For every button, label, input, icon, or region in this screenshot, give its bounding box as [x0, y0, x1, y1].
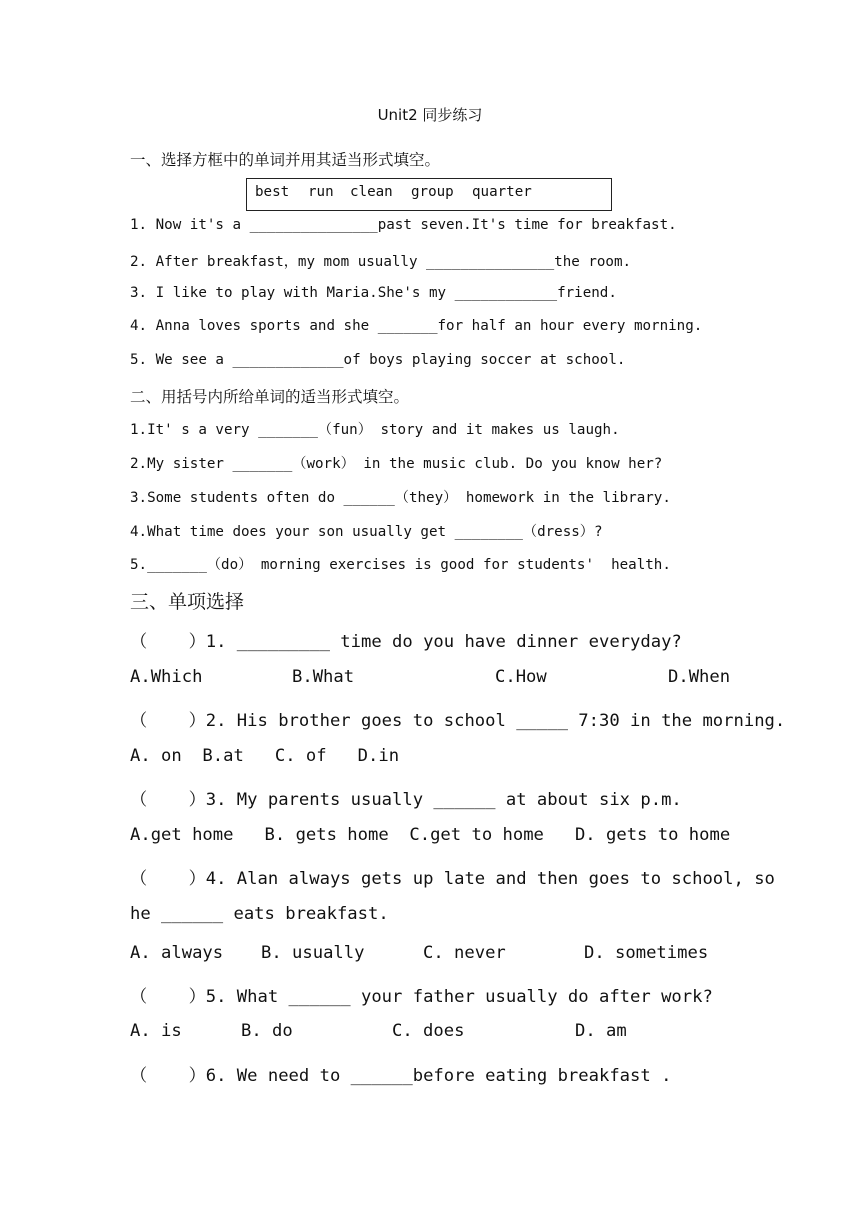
- question-5: （ ）5. What ______ your father usually do after work?: [130, 987, 713, 1007]
- section1-item: 4. Anna loves sports and she _______for half an hour every morning.: [130, 318, 703, 334]
- section2-heading: 二、用括号内所给单词的适当形式填空。: [130, 388, 410, 406]
- q3-options: A.get home B. gets home C.get to home D. gets to home: [130, 825, 731, 845]
- q1-option-d: D.When: [668, 667, 731, 687]
- word-box-item: run: [308, 184, 334, 200]
- q4-option-a: A. always: [130, 943, 224, 963]
- section3-heading: 三、单项选择: [130, 591, 245, 613]
- section1-item: 3. I like to play with Maria.She's my ____________friend.: [130, 285, 617, 301]
- section1-item: 1. Now it's a _______________past seven.It's time for breakfast.: [130, 217, 677, 233]
- question-6: （ ）6. We need to ______before eating breakfast .: [130, 1066, 672, 1086]
- section1-heading: 一、选择方框中的单词并用其适当形式填空。: [130, 151, 441, 169]
- q2-options: A. on B.at C. of D.in: [130, 746, 400, 766]
- section2-item: 2.My sister _______（work） in the music club. Do you know her?: [130, 456, 663, 472]
- section2-item: 3.Some students often do ______（they） homework in the library.: [130, 490, 671, 506]
- word-box-item: clean: [350, 184, 393, 200]
- word-box-item: group: [411, 184, 454, 200]
- q1-option-a: A.Which: [130, 667, 203, 687]
- section2-item: 1.It' s a very _______（fun） story and it makes us laugh.: [130, 422, 620, 438]
- q1-option-c: C.How: [495, 667, 547, 687]
- question-4-continued: he ______ eats breakfast.: [130, 904, 389, 924]
- q4-option-b: B. usually: [261, 943, 365, 963]
- word-box-item: quarter: [472, 184, 532, 200]
- q4-option-c: C. never: [423, 943, 506, 963]
- q5-option-c: C. does: [392, 1021, 465, 1041]
- section1-item: 2. After breakfast，my mom usually _______________the room.: [130, 254, 632, 270]
- q5-option-b: B. do: [241, 1021, 293, 1041]
- page-title: Unit2 同步练习: [377, 106, 483, 124]
- word-box: [246, 178, 612, 211]
- question-3: （ ）3. My parents usually ______ at about six p.m.: [130, 790, 682, 810]
- question-2: （ ）2. His brother goes to school _____ 7:30 in the morning.: [130, 711, 786, 731]
- word-box-item: best: [255, 184, 290, 200]
- q5-option-a: A. is: [130, 1021, 182, 1041]
- q5-option-d: D. am: [575, 1021, 627, 1041]
- section2-item: 5._______（do） morning exercises is good for students' health.: [130, 557, 671, 573]
- question-1: （ ）1. _________ time do you have dinner everyday?: [130, 632, 682, 652]
- section1-item: 5. We see a _____________of boys playing soccer at school.: [130, 352, 626, 368]
- question-4: （ ）4. Alan always gets up late and then goes to school, so: [130, 869, 775, 889]
- section2-item: 4.What time does your son usually get ________（dress）?: [130, 524, 603, 540]
- q4-option-d: D. sometimes: [584, 943, 709, 963]
- q1-option-b: B.What: [292, 667, 355, 687]
